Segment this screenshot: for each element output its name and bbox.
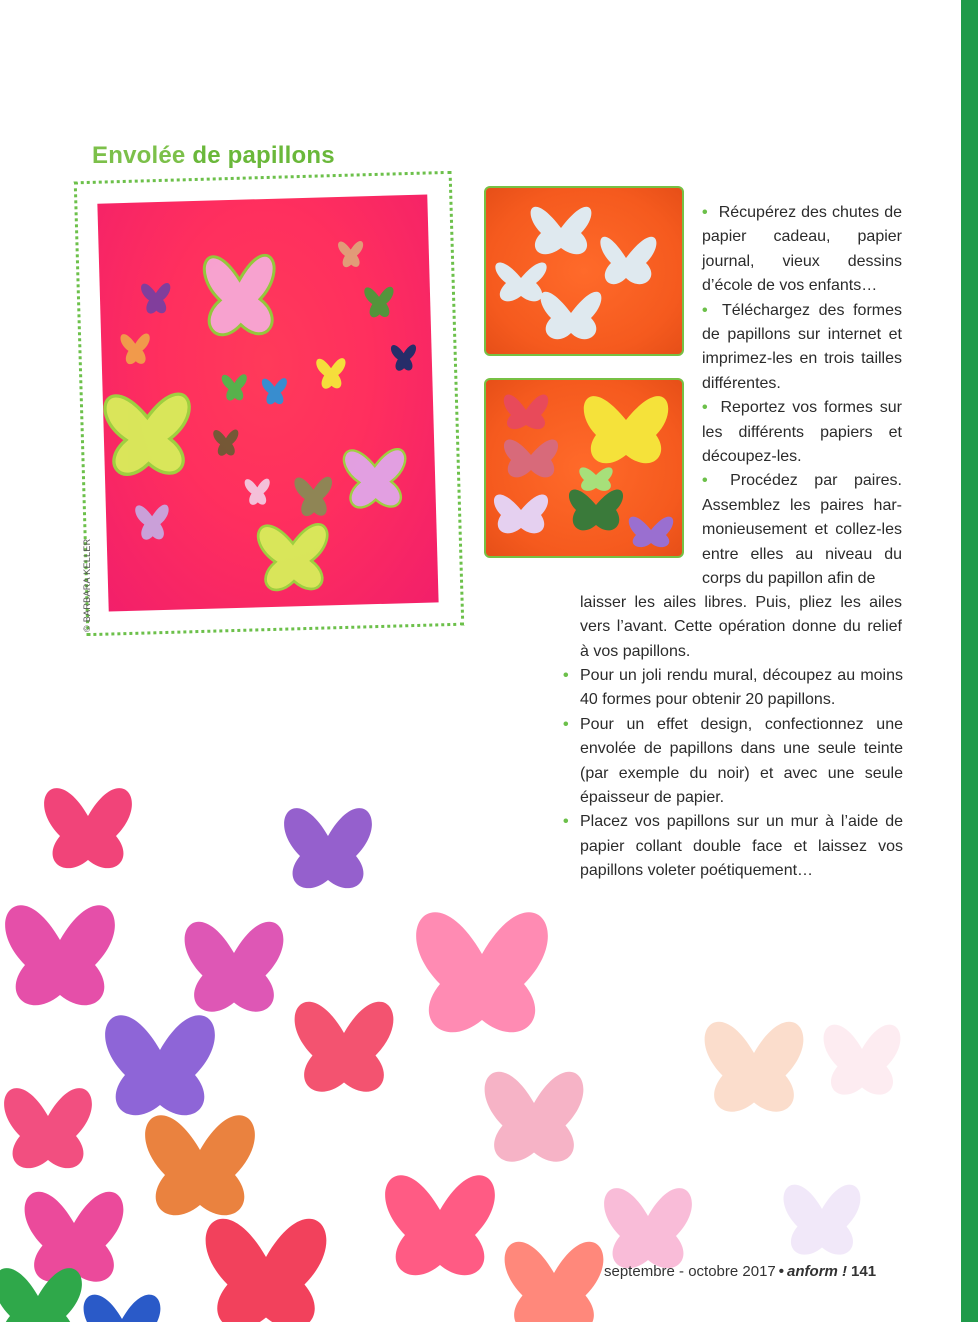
step-text: Reportez vos formes sur les différents papiers et découpez-les. <box>702 399 902 466</box>
white-paper-butterflies-photo <box>484 186 684 356</box>
footer-date: septembre - octobre 2017 <box>604 1263 776 1280</box>
step-text: laisser les ailes libres. Puis, pliez les ailes vers l’avant. Cette opération donne du relief à vos papillons. <box>580 594 902 660</box>
step-item <box>702 396 902 469</box>
bullet-icon: • <box>702 301 708 319</box>
magazine-name: anform ! <box>787 1263 848 1280</box>
article-title: Envolée de papillons <box>92 142 335 169</box>
steps-column <box>702 201 902 592</box>
colorful-paper-butterflies-art <box>0 740 960 1322</box>
page-footer <box>604 1263 876 1280</box>
footer-separator: • <box>778 1263 785 1280</box>
page-edge-bar <box>961 0 978 1322</box>
bullet-icon: • <box>702 204 708 221</box>
patterned-butterflies-illustration <box>486 380 682 556</box>
patterned-paper-butterflies-photo <box>484 378 684 558</box>
white-butterflies-illustration <box>486 188 682 354</box>
step-item <box>702 299 902 397</box>
bullet-icon: • <box>563 715 569 733</box>
step-item <box>702 469 902 591</box>
pink-butterfly-wall-photo <box>97 195 438 612</box>
step-continuation <box>580 591 902 664</box>
tip-text: Pour un effet design, confectionnez une envolée de papillons dans une seule teinte (par exemple du noir) et avec une seule épaisseur de papier. <box>580 715 903 807</box>
tip-text: Pour un joli rendu mural, découpez au moins 40 formes pour obtenir 20 papillons. <box>580 667 903 709</box>
bullet-icon: • <box>563 667 569 684</box>
bullet-icon: • <box>702 399 708 417</box>
main-photo-frame <box>74 171 465 636</box>
photo-credit: © BARBARA KELLER <box>82 538 92 632</box>
butterfly-wall-illustration <box>97 195 438 612</box>
tip-item <box>563 664 903 713</box>
step-text: Procédez par paires. Assemblez les paires harmonieusement et collez-les entre elles au niveau du corps du papillon afin de <box>702 472 902 588</box>
bullet-icon: • <box>702 472 708 490</box>
bullet-icon: • <box>563 813 569 831</box>
step-text: Téléchargez des formes de papillons sur internet et imprimez-les en trois tailles différentes. <box>702 301 902 392</box>
tip-text: Placez vos papillons sur un mur à l’aide de papier collant double face et laissez vos papillons voleter poétiquement… <box>580 813 903 880</box>
page-number: 141 <box>851 1263 877 1280</box>
step-text: Récupérez des chutes de papier cadeau, papier journal, vieux dessins d’école de vos enfants… <box>702 204 902 295</box>
step-item <box>702 201 902 299</box>
